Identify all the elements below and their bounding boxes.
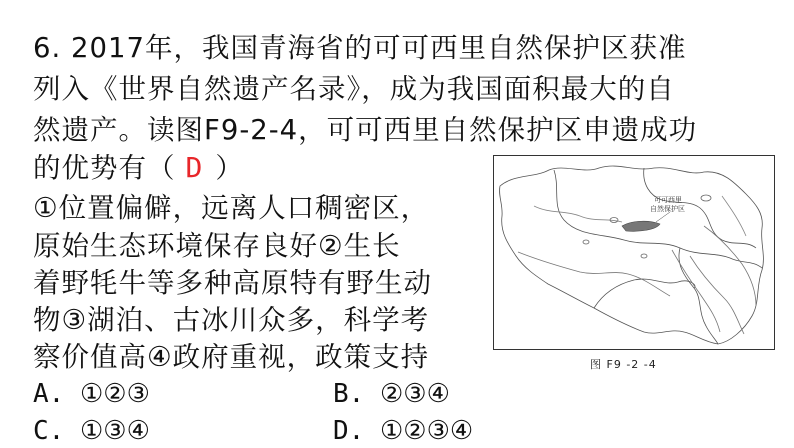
lake-4 [641, 254, 647, 258]
option-d[interactable]: D. ①②③④ [333, 416, 474, 446]
question-line-2: 列入《世界自然遗产名录》，成为我国面积最大的自 [33, 73, 675, 105]
statement-line-4: 物③湖泊、古冰川众多，科学考 [33, 304, 430, 336]
question-line-4 [33, 148, 244, 188]
figure-caption: 图 F9 -2 -4 [590, 358, 657, 371]
river-4 [704, 226, 756, 306]
river-1 [518, 252, 670, 296]
reserve-leader [656, 212, 670, 222]
answer-mark: D [185, 151, 204, 184]
reserve-label-1: 可可西里 [654, 196, 682, 204]
border-line-3 [679, 248, 718, 344]
statement-line-1: ①位置偏僻，远离人口稠密区， [33, 192, 430, 224]
river-6 [722, 196, 746, 236]
border-line-4 [594, 279, 695, 308]
lake-2 [583, 240, 589, 244]
reserve-label-2: 自然保护区 [650, 205, 685, 213]
plateau-boundary [500, 166, 764, 344]
reserve-area [622, 221, 660, 231]
question-stem-prefix: 的优势有（ [33, 152, 176, 184]
question-line-3: 然遗产。读图F9-2-4，可可西里自然保护区申遗成功 [33, 114, 698, 146]
option-b[interactable]: B. ②③④ [333, 379, 450, 409]
river-5 [534, 206, 622, 222]
qinghai-tibet-map [494, 156, 775, 350]
statement-line-5: 察价值高④政府重视，政策支持 [33, 341, 430, 373]
option-c[interactable]: C. ①③④ [33, 416, 150, 446]
option-a[interactable]: A. ①②③ [33, 379, 150, 409]
lake-3 [701, 195, 711, 201]
border-line-1 [554, 170, 762, 268]
map-figure [493, 155, 775, 350]
question-stem-suffix: ） [215, 152, 244, 184]
statement-line-3: 着野牦牛等多种高原特有野生动 [33, 267, 432, 299]
question-line-1: 6. 2017年，我国青海省的可可西里自然保护区获准 [33, 32, 687, 64]
statement-line-2: 原始生态环境保存良好②生长 [33, 230, 401, 262]
